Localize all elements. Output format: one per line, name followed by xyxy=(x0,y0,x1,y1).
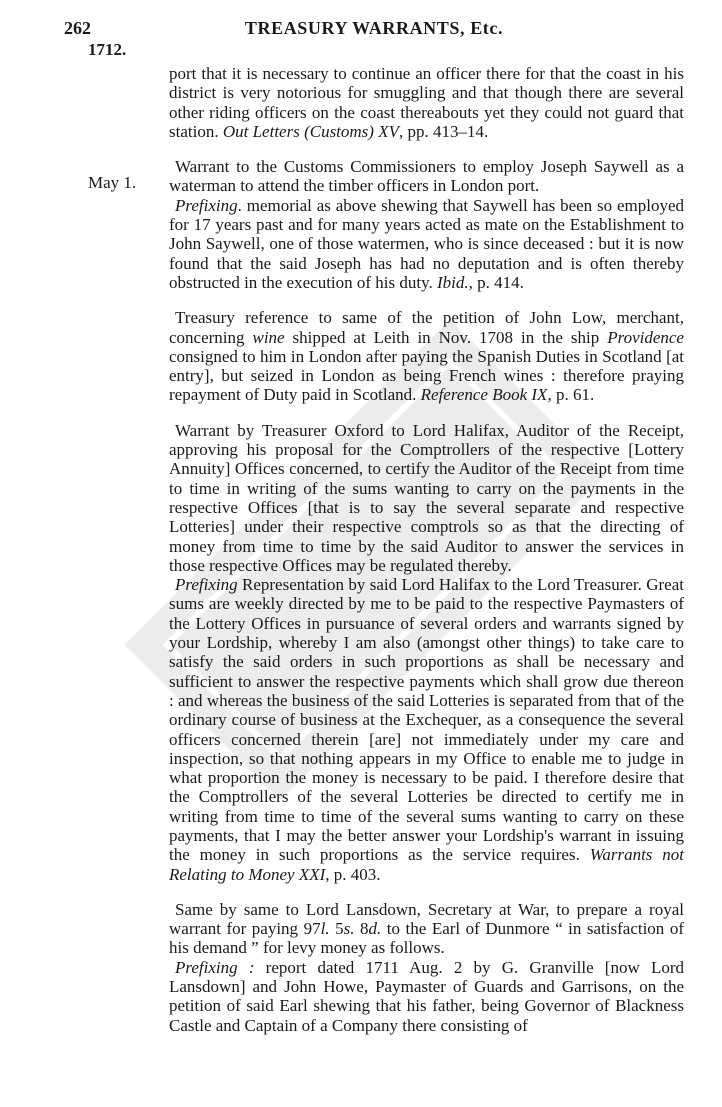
margin-date: May 1. xyxy=(88,173,137,192)
entry-paragraph: Prefixing. memorial as above shewing that Saywell has been so employed for 17 years past and for many years acted as mate on the Establishment to John Saywell, one of those watermen, who is since deceased : but it is now found that the said Joseph has had no deputation and is often thereby obstructed in the execution of his duty. Ibid., p. 414. xyxy=(169,195,684,292)
entry-paragraph: port that it is necessary to continue an officer there for that the coast in his district is very notorious for smuggling and that though there are several other riding officers on the coast thereabouts yet they could not guard that station. Out Letters (Customs) XV, pp. 413–14. xyxy=(169,64,684,141)
page-number: 262 xyxy=(64,18,91,38)
entry-paragraph: Prefixing Representation by said Lord Halifax to the Lord Treasurer. Great sums are weekly directed by me to be paid to the respective Paymasters of the Lottery Offices in pursuance of several orders and warrants signed by your Lordship, whereby I am also (amongst other things) to take care to satisfy the said orders in such proportions as shall be necessary and sufficient to answer the respective payments which shall grow due thereon : and whereas the business of the said Lotteries is separated from that of the ordinary course of business at the Exchequer, as a consequence the several officers concerned therein [are] not immediately under my care and inspection, so that nothing appears in my Office to enable me to judge in what proportion the money is necessary to be paid. I therefore desire that the Comptrollers of the several Lotteries be directed to certify me in writing from time to time of the several sums wanting to carry on these payments, that I may the better answer your Lordship's warrant in issuing the money in such proportions as the service requires. Warrants not Relating to Money XXI, p. 403. xyxy=(169,575,685,884)
entry-paragraph: Warrant to the Customs Commissioners to employ Joseph Saywell as a waterman to attend the timber officers in London port. xyxy=(169,157,684,196)
running-title: TREASURY WARRANTS, Etc. xyxy=(244,18,504,38)
document-body xyxy=(169,64,684,1035)
entry-paragraph: Same by same to Lord Lansdown, Secretary at War, to prepare a royal warrant for paying 97l. 5s. 8d. to the Earl of Dunmore “ in satisfaction of his demand ” for levy money as follows. xyxy=(169,899,684,958)
entry-paragraph: Treasury reference to same of the petition of John Low, merchant, concerning wine shipped at Leith in Nov. 1708 in the ship Providence consigned to him in London after paying the Spanish Duties in Scotland [at entry], but seized in London as being French wines : therefore praying repayment of Duty paid in Scotland. Reference Book IX, p. 61. xyxy=(169,308,684,405)
page-header xyxy=(64,18,684,42)
margin-year: 1712. xyxy=(88,40,127,59)
entry-paragraph: Warrant by Treasurer Oxford to Lord Halifax, Auditor of the Receipt, approving his proposal for the Comptrollers of the respective [Lottery Annuity] Offices concerned, to certify the Auditor of the Receipt from time to time in writing of the sums wanting to carry on the payments in the respective Offices [that is to say the several separate and respective Lotteries] under their respective comptrols so as that the directing of money from time to time by the said Auditor to answer the services in those respective Offices may be regulated thereby. xyxy=(169,420,684,575)
entry-paragraph: Prefixing : report dated 1711 Aug. 2 by G. Granville [now Lord Lansdown] and John Howe, Paymaster of Guards and Garrisons, on the petition of said Earl shewing that his father, being Governor of Blackness Castle and Captain of a Company there consisting of xyxy=(169,957,684,1035)
